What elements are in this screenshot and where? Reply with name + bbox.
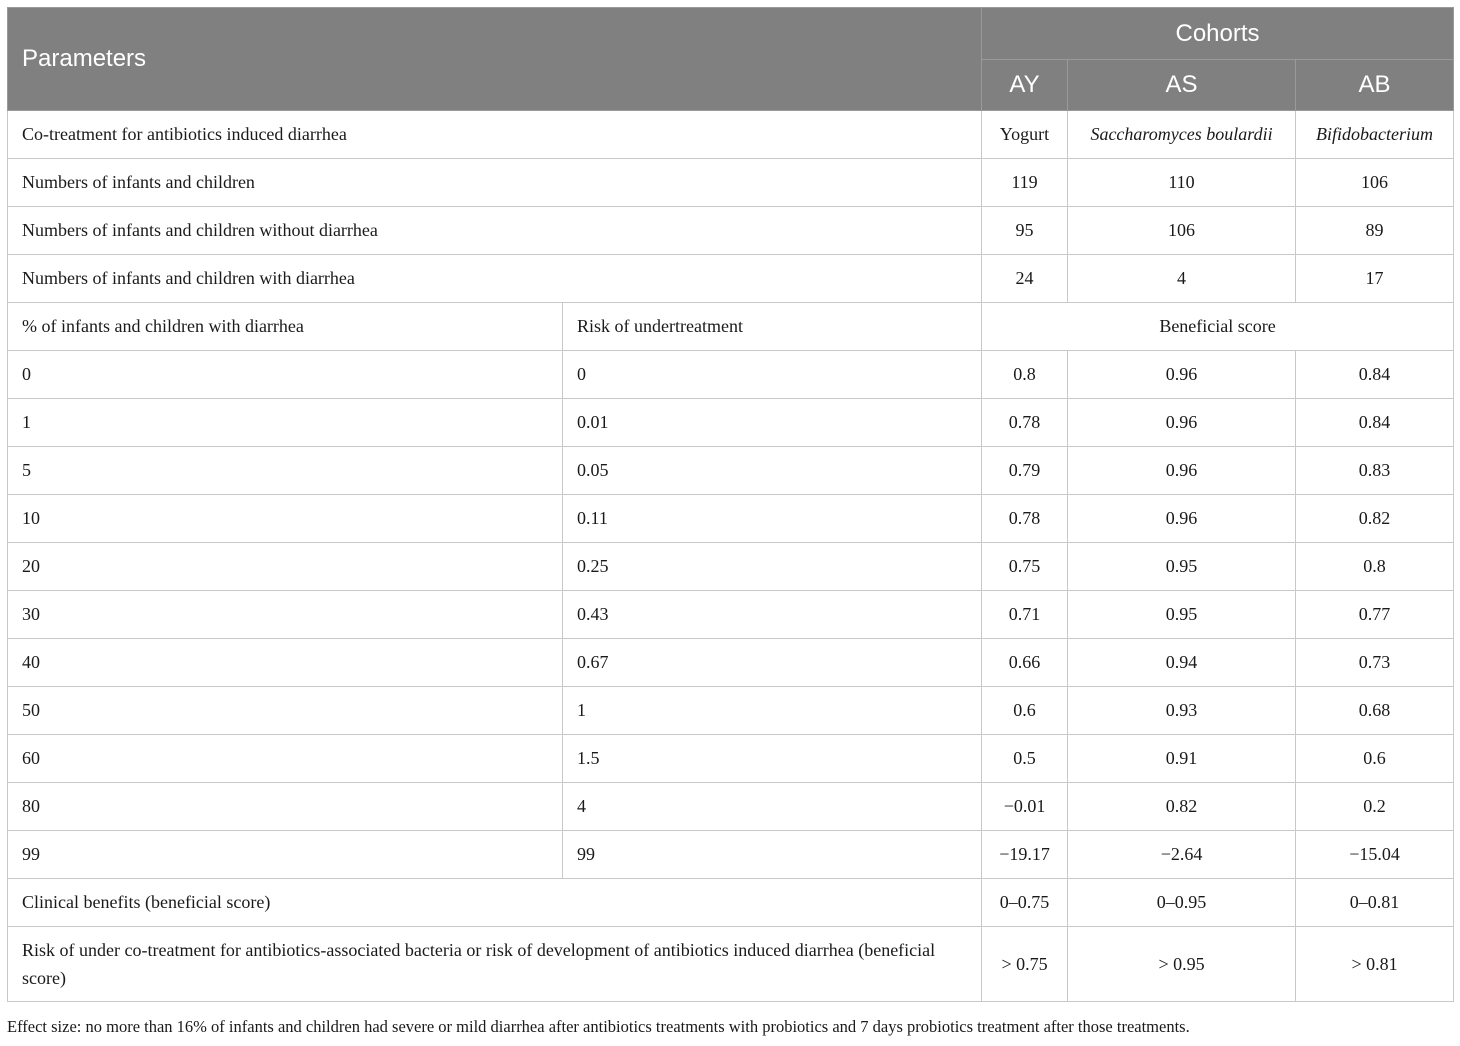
cell-ay: 24 <box>982 255 1068 303</box>
column-header-as: AS <box>1068 60 1296 111</box>
cell-ab: 0.68 <box>1296 687 1454 735</box>
risk-undertreatment-header: Risk of undertreatment <box>563 303 982 351</box>
table-row <box>8 255 1454 303</box>
cell-as: 0–0.95 <box>1068 879 1296 927</box>
cell-as: 0.95 <box>1068 543 1296 591</box>
cell-as: 0.93 <box>1068 687 1296 735</box>
cell-ab: 106 <box>1296 159 1454 207</box>
table-footnote: Effect size: no more than 16% of infants and children had severe or mild diarrhea after antibiotics treatments with probiotics and 7 days probiotics treatment after those treatments. <box>7 1017 1190 1036</box>
table-row <box>8 207 1454 255</box>
table-row <box>8 831 1454 879</box>
cell-risk: 0.01 <box>563 399 982 447</box>
cell-as: 110 <box>1068 159 1296 207</box>
cell-ab: Bifidobacterium <box>1296 111 1454 159</box>
cell-ay: 0.78 <box>982 495 1068 543</box>
summary-rows <box>8 879 1454 1002</box>
cell-ay: 0.6 <box>982 687 1068 735</box>
score-rows <box>8 351 1454 879</box>
results-table <box>7 7 1454 1002</box>
cell-as: 0.82 <box>1068 783 1296 831</box>
cell-risk: 0.43 <box>563 591 982 639</box>
column-header-ab: AB <box>1296 60 1454 111</box>
cell-ay: > 0.75 <box>982 927 1068 1002</box>
row-label: Numbers of infants and children with diarrhea <box>8 255 982 303</box>
cell-risk: 0.05 <box>563 447 982 495</box>
cell-risk: 1.5 <box>563 735 982 783</box>
cell-ab: 0.6 <box>1296 735 1454 783</box>
column-header-ay: AY <box>982 60 1068 111</box>
cell-pct: 99 <box>8 831 563 879</box>
parameters-header: Parameters <box>8 8 982 111</box>
cell-ab: 0.83 <box>1296 447 1454 495</box>
row-label: Risk of under co-treatment for antibiotics-associated bacteria or risk of development of antibiotics induced diarrhea (beneficial score) <box>8 927 982 1002</box>
table-row <box>8 159 1454 207</box>
cell-ay: 119 <box>982 159 1068 207</box>
table-row <box>8 447 1454 495</box>
cell-as: Saccharomyces boulardii <box>1068 111 1296 159</box>
cell-risk: 1 <box>563 687 982 735</box>
row-label: Numbers of infants and children <box>8 159 982 207</box>
cell-pct: 60 <box>8 735 563 783</box>
table-row <box>8 927 1454 1002</box>
cell-ab: 17 <box>1296 255 1454 303</box>
cell-as: 0.96 <box>1068 447 1296 495</box>
table-row <box>8 639 1454 687</box>
table-row <box>8 543 1454 591</box>
cell-ay: 0–0.75 <box>982 879 1068 927</box>
cell-ay: 0.75 <box>982 543 1068 591</box>
cell-ay: −19.17 <box>982 831 1068 879</box>
cell-as: > 0.95 <box>1068 927 1296 1002</box>
cell-ab: 0.77 <box>1296 591 1454 639</box>
table-row <box>8 111 1454 159</box>
table-row <box>8 687 1454 735</box>
cell-risk: 0 <box>563 351 982 399</box>
cell-ay: 0.5 <box>982 735 1068 783</box>
cell-ay: −0.01 <box>982 783 1068 831</box>
cell-pct: 80 <box>8 783 563 831</box>
table-row <box>8 783 1454 831</box>
cell-pct: 5 <box>8 447 563 495</box>
table-row <box>8 591 1454 639</box>
cell-ab: −15.04 <box>1296 831 1454 879</box>
cell-as: 0.91 <box>1068 735 1296 783</box>
table-row <box>8 399 1454 447</box>
cell-ay: 95 <box>982 207 1068 255</box>
cell-ab: 0.8 <box>1296 543 1454 591</box>
cell-ab: 0.2 <box>1296 783 1454 831</box>
table-row <box>8 879 1454 927</box>
cell-ab: 89 <box>1296 207 1454 255</box>
cell-as: 0.96 <box>1068 351 1296 399</box>
cell-ay: 0.71 <box>982 591 1068 639</box>
cell-ay: 0.79 <box>982 447 1068 495</box>
cell-as: 0.96 <box>1068 399 1296 447</box>
cell-ab: 0.73 <box>1296 639 1454 687</box>
beneficial-score-header: Beneficial score <box>982 303 1454 351</box>
cell-as: −2.64 <box>1068 831 1296 879</box>
cell-pct: 30 <box>8 591 563 639</box>
cell-as: 0.94 <box>1068 639 1296 687</box>
subheader-row <box>8 303 1454 351</box>
cell-pct: 10 <box>8 495 563 543</box>
table-body <box>8 111 1454 351</box>
row-label: Clinical benefits (beneficial score) <box>8 879 982 927</box>
cell-risk: 99 <box>563 831 982 879</box>
row-label: Co-treatment for antibiotics induced diarrhea <box>8 111 982 159</box>
cohorts-header: Cohorts <box>982 8 1454 60</box>
cell-pct: 0 <box>8 351 563 399</box>
cell-risk: 4 <box>563 783 982 831</box>
cell-pct: 50 <box>8 687 563 735</box>
cell-pct: 40 <box>8 639 563 687</box>
cell-as: 0.95 <box>1068 591 1296 639</box>
pct-diarrhea-header: % of infants and children with diarrhea <box>8 303 563 351</box>
cell-ab: 0.82 <box>1296 495 1454 543</box>
cell-ab: > 0.81 <box>1296 927 1454 1002</box>
cell-risk: 0.25 <box>563 543 982 591</box>
cell-as: 106 <box>1068 207 1296 255</box>
cell-ab: 0–0.81 <box>1296 879 1454 927</box>
table-row <box>8 351 1454 399</box>
table-row <box>8 735 1454 783</box>
cell-as: 4 <box>1068 255 1296 303</box>
cell-ay: 0.78 <box>982 399 1068 447</box>
cell-ay: 0.66 <box>982 639 1068 687</box>
cell-risk: 0.67 <box>563 639 982 687</box>
cell-ab: 0.84 <box>1296 399 1454 447</box>
table-row <box>8 495 1454 543</box>
cell-pct: 20 <box>8 543 563 591</box>
cell-risk: 0.11 <box>563 495 982 543</box>
table-header <box>8 8 1454 111</box>
cell-ab: 0.84 <box>1296 351 1454 399</box>
row-label: Numbers of infants and children without diarrhea <box>8 207 982 255</box>
cell-ay: 0.8 <box>982 351 1068 399</box>
cell-pct: 1 <box>8 399 563 447</box>
cell-as: 0.96 <box>1068 495 1296 543</box>
cell-ay: Yogurt <box>982 111 1068 159</box>
